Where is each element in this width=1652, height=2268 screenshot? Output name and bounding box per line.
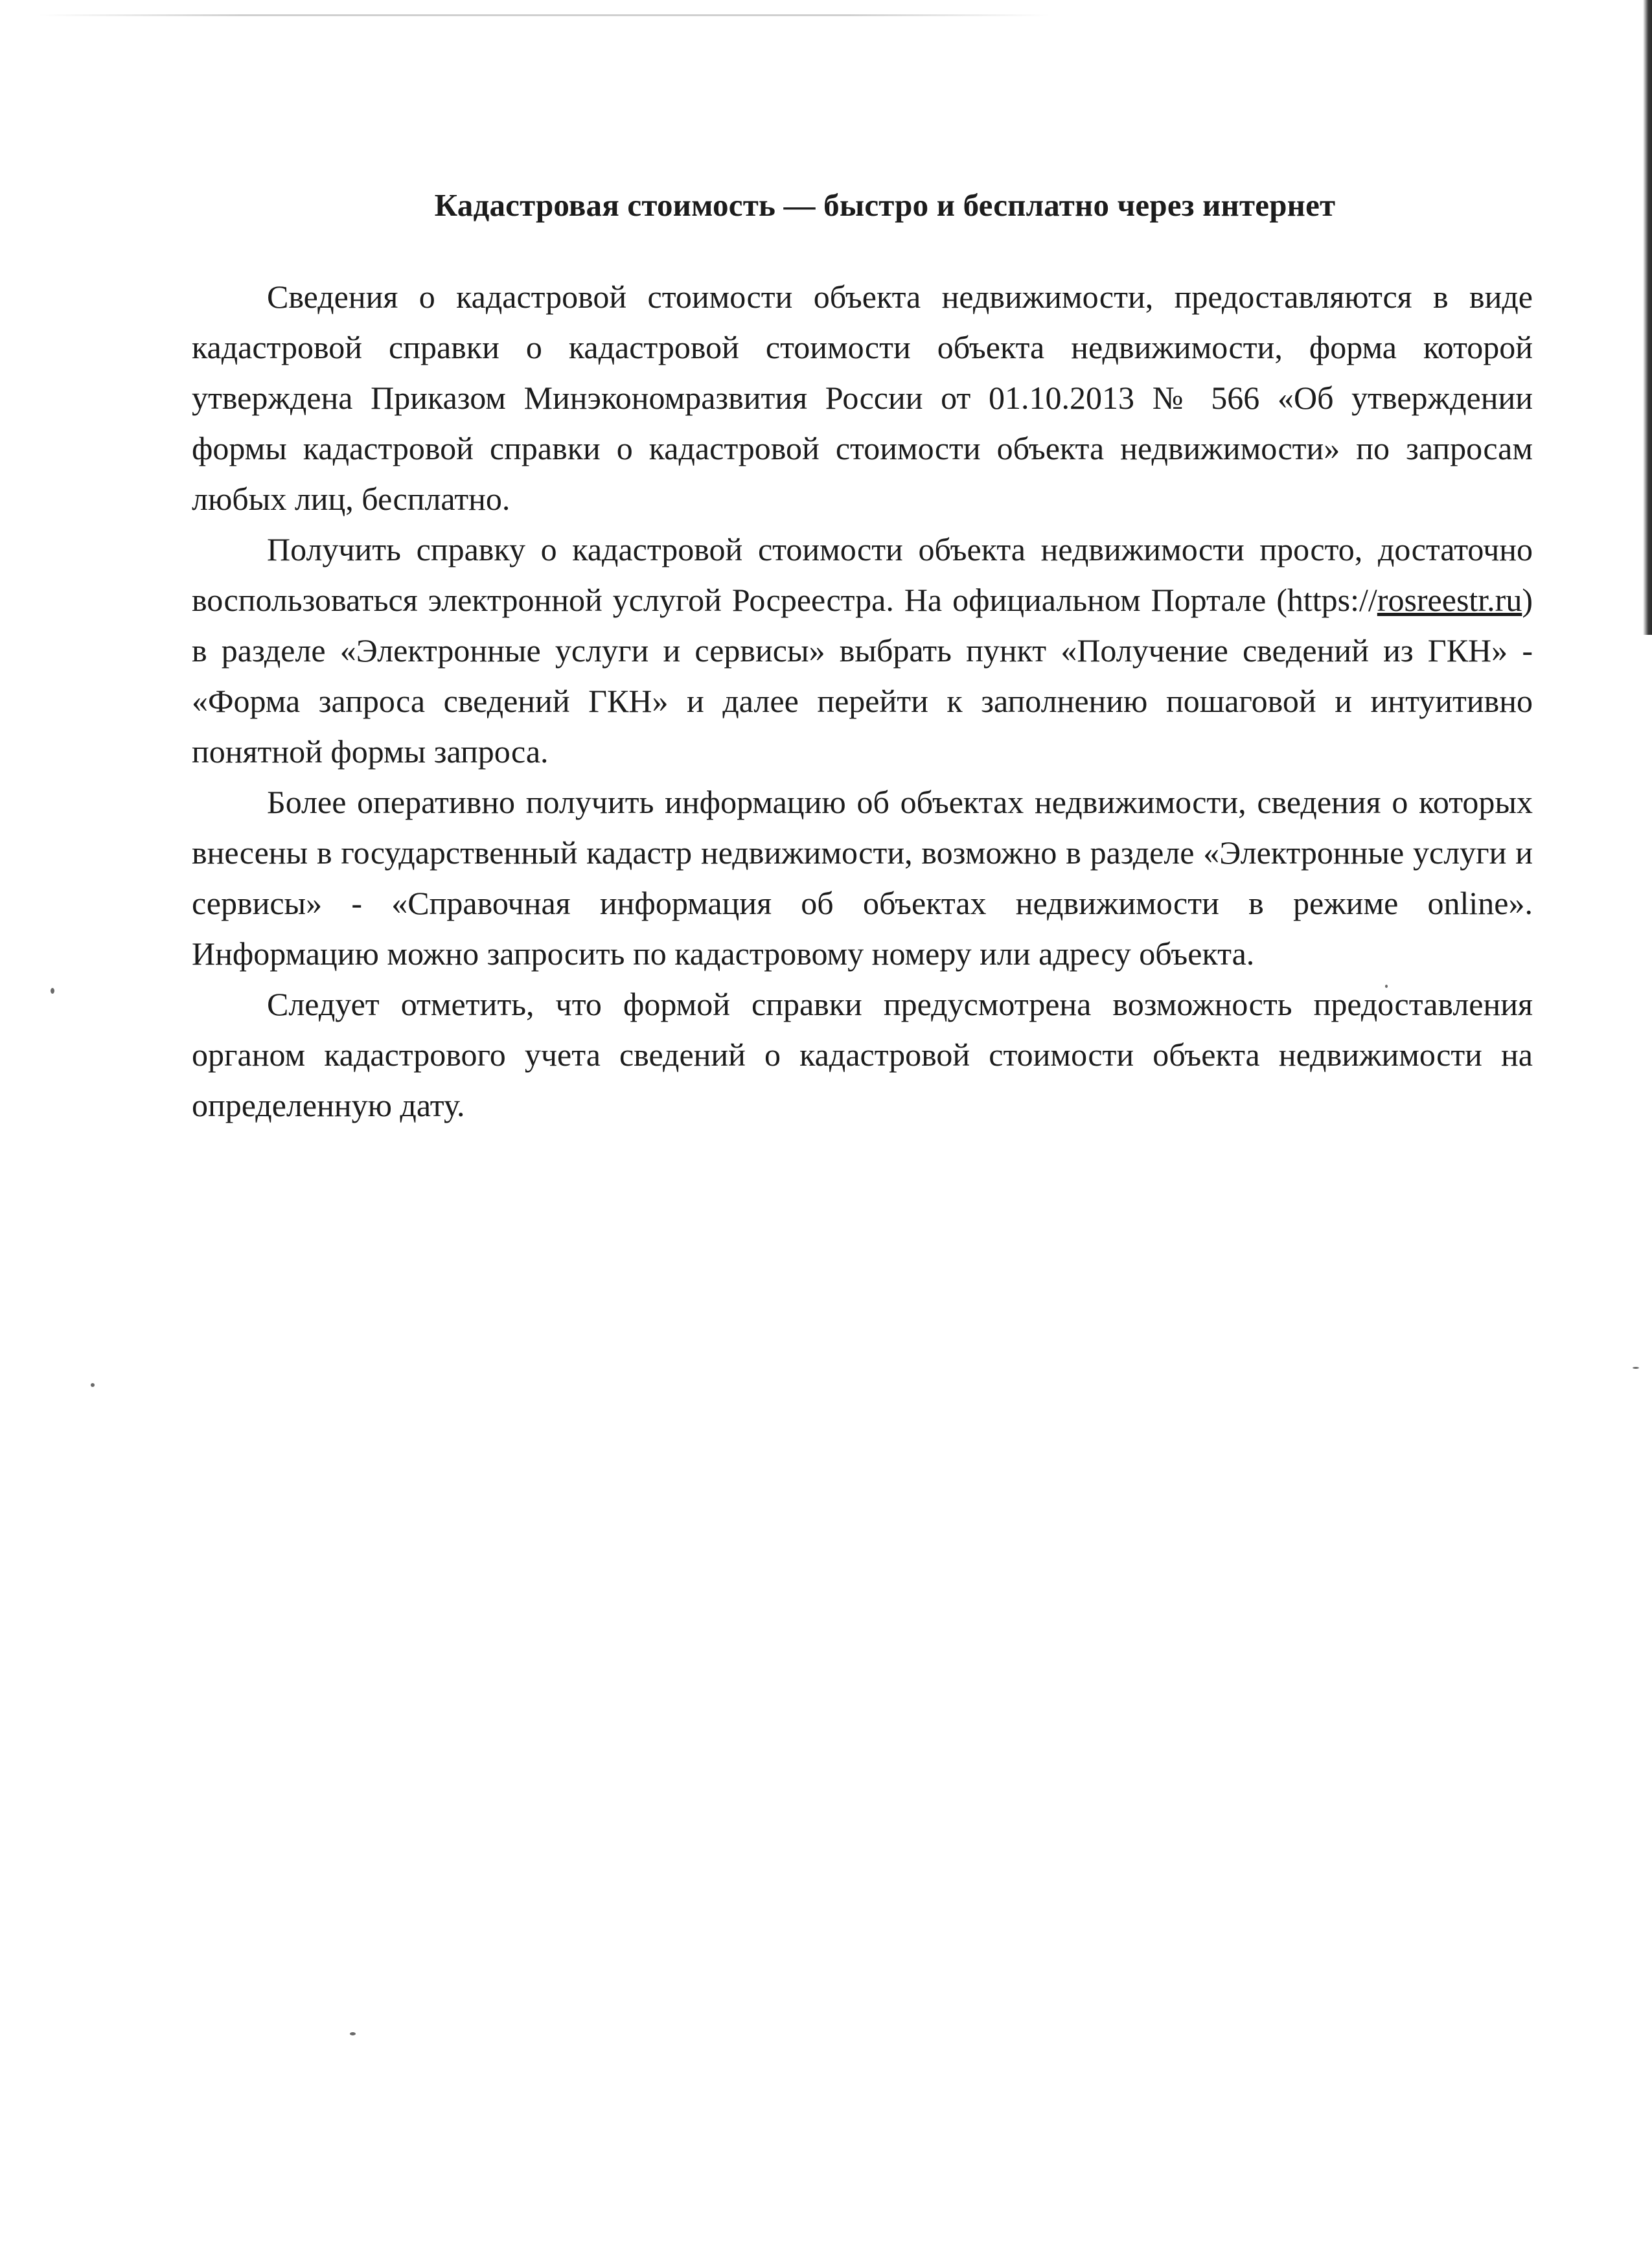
- paragraph-2-text-after-link: ) в разделе «Электронные услуги и сервисы» выбрать пункт «Получение сведений из ГКН» - «Форма запроса сведений ГКН» и далее перейти к заполнению пошаговой и интуитивно понятной формы запроса.: [192, 581, 1533, 770]
- paragraph-2: [192, 524, 1533, 777]
- scan-speck: [51, 988, 54, 994]
- scan-speck: [350, 2032, 356, 2035]
- paragraph-3: Более оперативно получить информацию об объектах недвижимости, сведения о которых внесены в государственный кадастр недвижимости, возможно в разделе «Электронные услуги и сервисы» - «Справочная информация об объектах недвижимости в режиме online». Информацию можно запросить по кадастровому номеру или адресу объекта.: [192, 783, 1533, 972]
- scan-speck: [1633, 1367, 1639, 1369]
- rosreestr-link[interactable]: rosreestr.ru: [1377, 581, 1522, 618]
- scan-speck: [91, 1383, 95, 1387]
- scan-right-edge: [1643, 0, 1652, 635]
- document-title: Кадастровая стоимость — быстро и бесплатно через интернет: [434, 187, 1336, 223]
- paragraph-2-text-before-link: Получить справку о кадастровой стоимости объекта недвижимости просто, достаточно воспользоваться электронной услугой Росреестра. На официальном Портале (https://: [192, 531, 1533, 618]
- paragraph-4: Следует отметить, что формой справки предусмотрена возможность предоставления органом кадастрового учета сведений о кадастровой стоимости объекта недвижимости на определенную дату.: [192, 985, 1533, 1123]
- paragraph-1: Сведения о кадастровой стоимости объекта недвижимости, предоставляются в виде кадастровой справки о кадастровой стоимости объекта недвижимости, форма которой утверждена Приказом Минэкономразвития России от 01.10.2013 № 566 «Об утверждении формы кадастровой справки о кадастровой стоимости объекта недвижимости» по запросам любых лиц, бесплатно.: [192, 278, 1533, 517]
- document-page: [192, 175, 1533, 1130]
- scan-top-edge: [39, 14, 1050, 16]
